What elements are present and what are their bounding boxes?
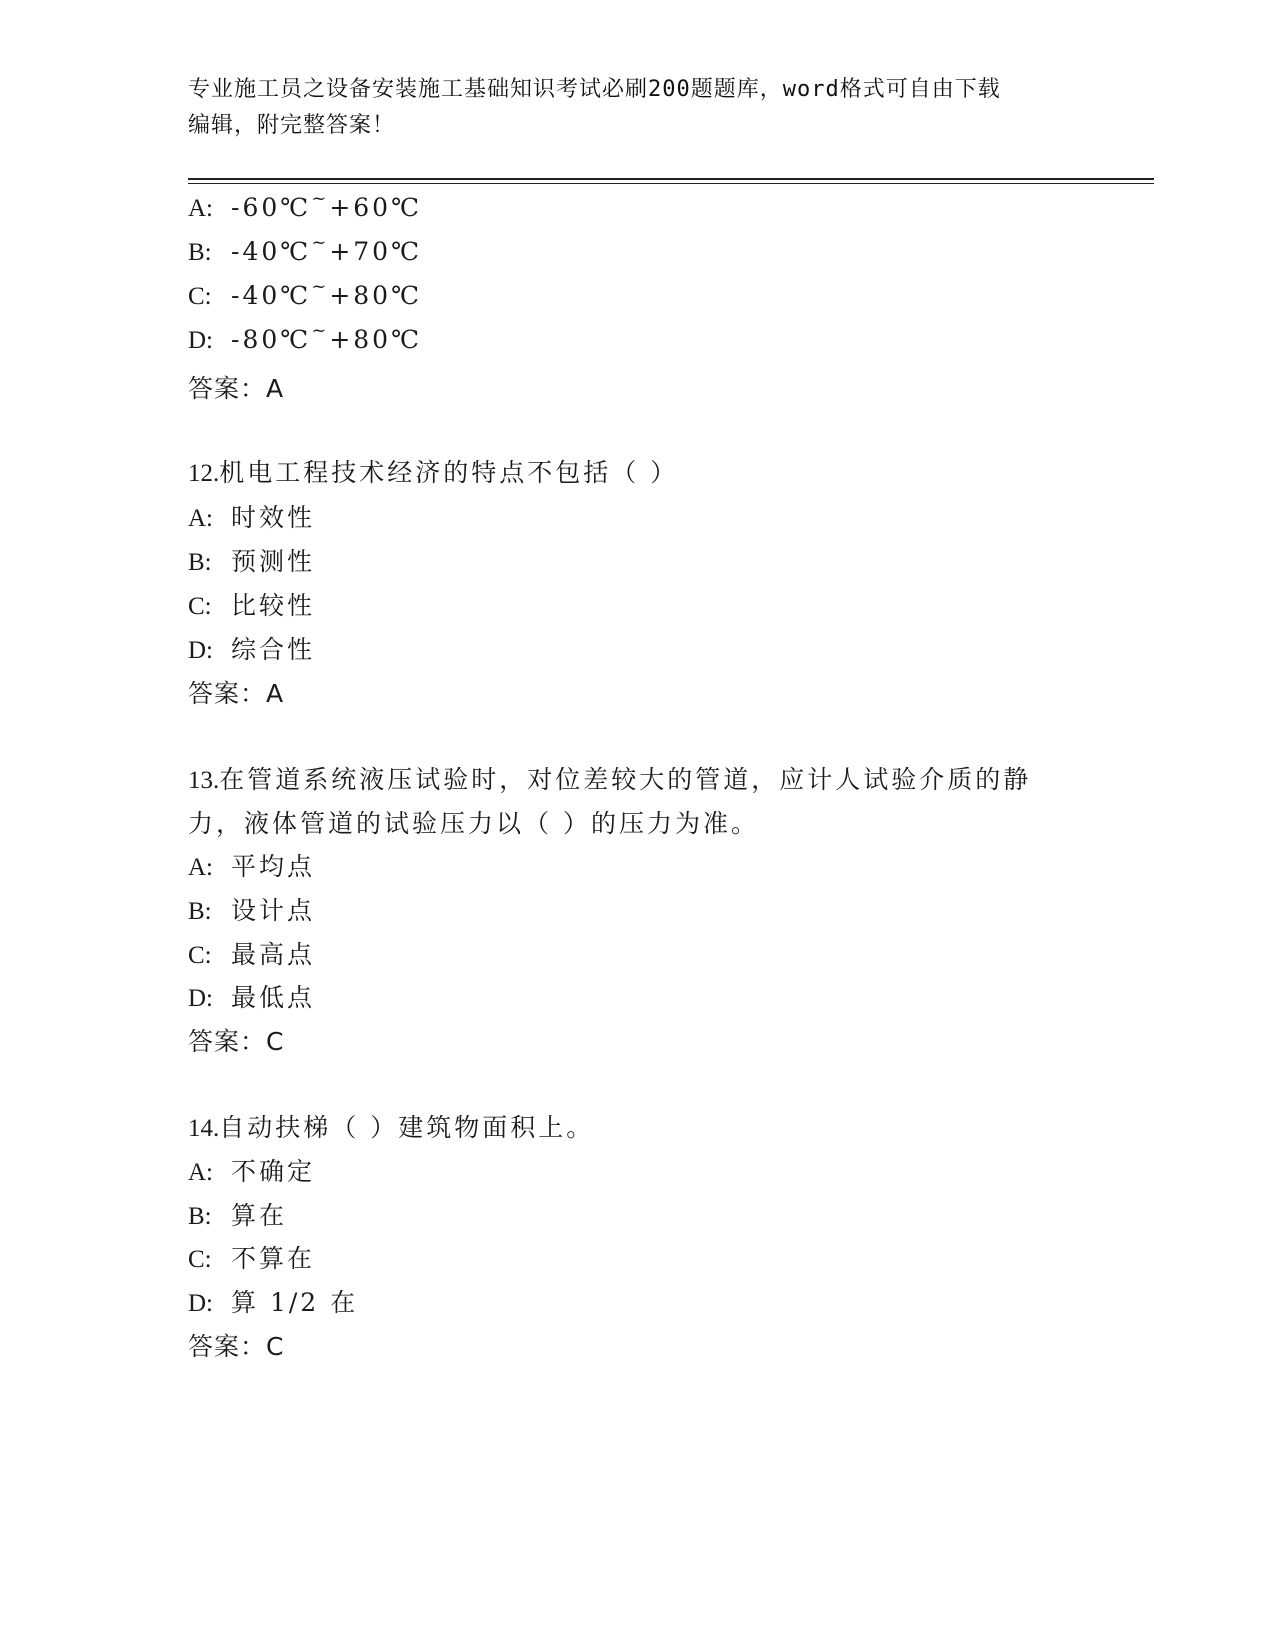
option-letter: D: [188, 327, 213, 354]
question-number: 13. [188, 767, 220, 794]
q12-answer: 答案：A [188, 679, 285, 708]
q13-question-line-1 [188, 760, 1031, 796]
option-letter: A: [188, 1159, 213, 1186]
q13-option-b [188, 891, 315, 927]
q13-question-line-2: 力，液体管道的试验压力以（ ）的压力为准。 [188, 809, 759, 838]
q14-option-d [188, 1283, 358, 1319]
question-text: 机电工程技术经济的特点不包括（ ） [219, 458, 679, 487]
option-letter: A: [188, 854, 213, 881]
option-letter: C: [188, 283, 212, 310]
header-divider-thick [188, 178, 1154, 180]
q14-answer: 答案：C [188, 1332, 285, 1361]
q13-answer: 答案：C [188, 1027, 285, 1056]
question-text: 在管道系统液压试验时，对位差较大的管道，应计人试验介质的静 [219, 765, 1032, 794]
option-text: 算 1/2 在 [231, 1288, 359, 1317]
q11-option-b: B: -40℃~+70℃ [188, 232, 423, 266]
q13-option-d [188, 978, 315, 1014]
option-letter: C: [188, 1246, 212, 1273]
option-text: 平均点 [231, 852, 316, 881]
q13-option-c [188, 935, 315, 971]
q11-answer: 答案：A [188, 374, 285, 403]
option-text: 算在 [231, 1201, 288, 1230]
option-letter: D: [188, 637, 213, 664]
q12-option-d [188, 630, 315, 666]
option-letter: B: [188, 549, 212, 576]
option-letter: A: [188, 195, 213, 222]
question-number: 14. [188, 1115, 220, 1142]
option-text: 综合性 [231, 635, 316, 664]
q12-option-c [188, 586, 315, 622]
option-letter: B: [188, 239, 212, 266]
document-header [188, 72, 1088, 144]
option-letter: B: [188, 898, 212, 925]
option-text: 比较性 [231, 591, 316, 620]
option-letter: B: [188, 1203, 212, 1230]
option-text: 最高点 [231, 940, 316, 969]
q12-question [188, 453, 678, 489]
option-text: 最低点 [231, 983, 316, 1012]
q12-option-a [188, 498, 315, 534]
header-title-line-2: 编辑，附完整答案！ [188, 113, 396, 138]
option-letter: A: [188, 505, 213, 532]
q12-option-b [188, 542, 315, 578]
option-letter: C: [188, 593, 212, 620]
question-number: 12. [188, 460, 220, 487]
q14-option-c [188, 1239, 315, 1275]
option-letter: D: [188, 985, 213, 1012]
q14-option-b [188, 1196, 287, 1232]
option-text: 预测性 [231, 547, 316, 576]
option-text: 设计点 [231, 896, 316, 925]
option-text: 时效性 [231, 503, 316, 532]
q11-option-d: D: -80℃~+80℃ [188, 320, 423, 354]
q14-option-a [188, 1152, 315, 1188]
option-letter: C: [188, 942, 212, 969]
header-divider-thin [188, 183, 1154, 184]
q14-question [188, 1108, 594, 1144]
q11-option-c: C: -40℃~+80℃ [188, 276, 423, 310]
header-title-line-1: 专业施工员之设备安装施工基础知识考试必刷200题题库，word格式可自由下载 [188, 77, 1001, 102]
option-text: 不确定 [231, 1157, 316, 1186]
question-text: 自动扶梯（ ）建筑物面积上。 [219, 1113, 595, 1142]
q13-option-a [188, 847, 315, 883]
option-text: 不算在 [231, 1244, 316, 1273]
option-letter: D: [188, 1290, 213, 1317]
q11-option-a: A: -60℃~+60℃ [188, 188, 423, 222]
